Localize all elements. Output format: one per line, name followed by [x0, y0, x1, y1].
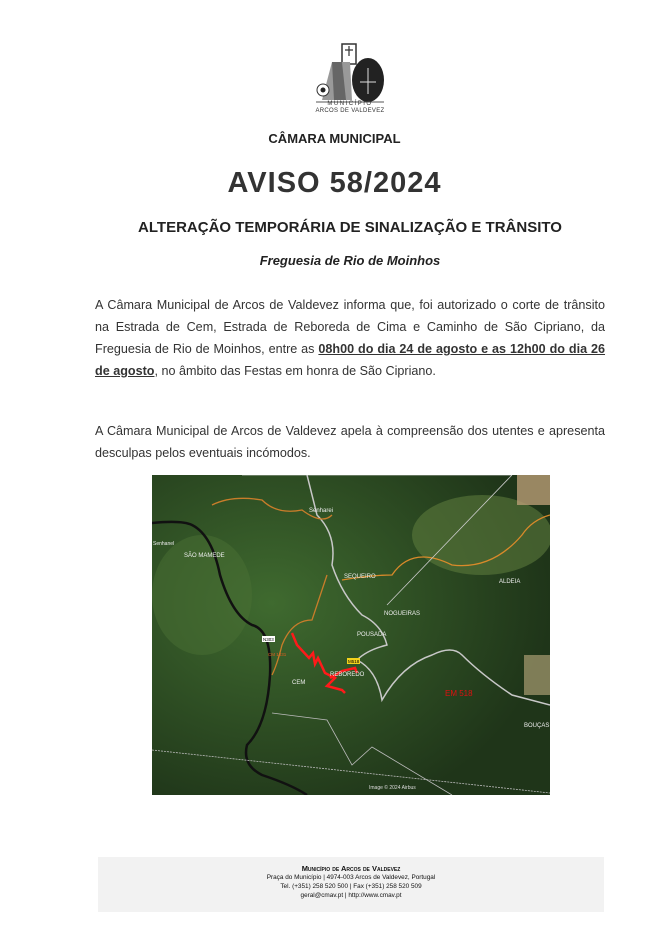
p1-text: A Câmara Municipal de Arcos de Valdevez informa que, foi autorizado o corte de trânsito na Estrada de Cem, Estrada de Reboreda de Cima e Caminho de São Cipriano, da Freguesia de Rio de Moinhos, entre as [95, 298, 605, 356]
map-label-senhanel: Senhanel [153, 541, 175, 547]
logo-line1: MUNICÍPIO [327, 101, 373, 107]
footer [98, 857, 604, 912]
map-label-senharei: Senharei [309, 508, 334, 514]
map-label-m518: M518 [348, 659, 360, 664]
map-label-em518: EM 518 [445, 689, 473, 698]
map-label-reboredo: REBOREDO [330, 672, 365, 678]
satellite-map [152, 475, 550, 795]
notice-subtitle: ALTERAÇÃO TEMPORÁRIA DE SINALIZAÇÃO E TRÂNSITO [138, 219, 562, 236]
institution-heading: CÂMARA MUNICIPAL [268, 131, 401, 146]
map-label-boucas: BOUÇAS [524, 723, 550, 729]
map-label-sao-mamede: SÃO MAMEDE [184, 553, 225, 559]
map-label-cm1331: CM 1331 [268, 652, 287, 657]
map-label-n303: N303 [263, 637, 274, 642]
map-label-cem: CEM [292, 680, 306, 686]
map-label-nogueiras: NOGUEIRAS [384, 611, 421, 617]
map-label-sequeiro: SEQUEIRO [344, 574, 376, 580]
footer-contact: geral@cmav.pt | http://www.cmav.pt [300, 892, 402, 899]
footer-address: Praça do Município | 4974-003 Arcos de Valdevez, Portugal [266, 874, 436, 881]
notice-paragraph-1 [95, 294, 605, 382]
closure-period: 08h00 do dia 24 de agosto e as 12h00 do dia 26 de agosto [95, 342, 606, 378]
notice-title: AVISO 58/2024 [227, 167, 442, 199]
notice-paragraph-2: A Câmara Municipal de Arcos de Valdevez apela à compreensão dos utentes e apresenta desculpas pelos eventuais incómodos. [95, 424, 605, 460]
map-label-pousada: POUSADA [357, 632, 387, 638]
footer-title: Município de Arcos de Valdevez [301, 864, 401, 873]
footer-phone: Tel. (+351) 258 520 500 | Fax (+351) 258 520 509 [280, 883, 422, 890]
map-credit: Image © 2024 Airbus [369, 785, 416, 791]
parish-name: Freguesia de Rio de Moinhos [259, 253, 441, 268]
logo-line2: ARCOS DE VALDEVEZ [315, 108, 385, 114]
p1-text-end: , no âmbito das Festas em honra de São Cipriano. [154, 364, 436, 378]
map-label-aldeia: ALDEIA [499, 579, 521, 585]
